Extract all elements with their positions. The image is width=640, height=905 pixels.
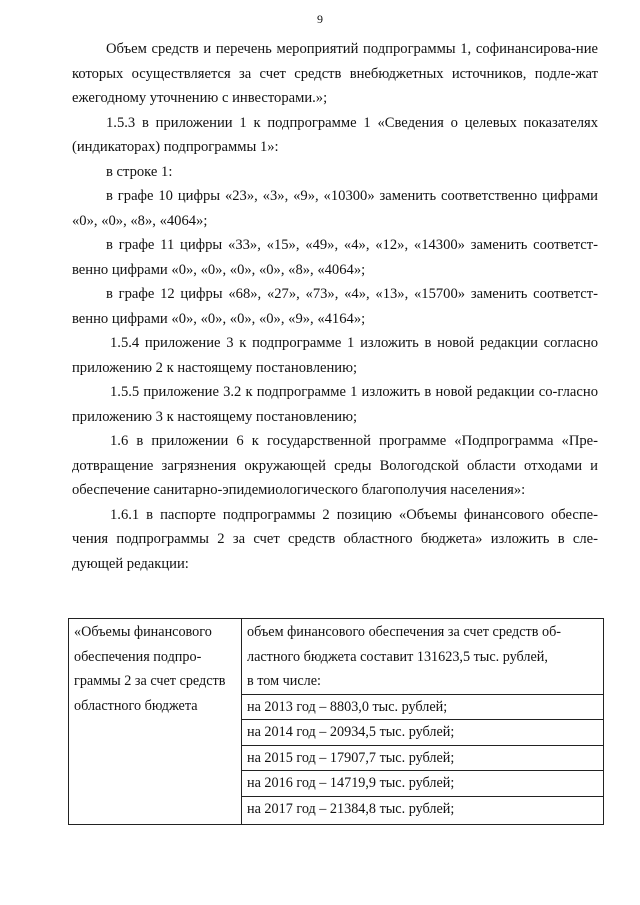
table-row (69, 619, 604, 825)
paragraph-1: Объем средств и перечень мероприятий подпрограммы 1, софинансирова-ние которых осуществляется за счет средств внебюджетных источников, подле-жат ежегодному уточнению с инвесторами.»; (72, 41, 598, 106)
table-year-2017: на 2017 год – 21384,8 тыс. рублей; (247, 800, 455, 817)
page-number: 9 (317, 12, 323, 26)
document-body (72, 37, 598, 576)
paragraph-8: 1.5.5 приложение 3.2 к подпрограмме 1 изложить в новой редакции со-гласно приложению 3 к настоящему постановлению; (72, 384, 598, 425)
table-year-2016: на 2016 год – 14719,9 тыс. рублей; (242, 771, 603, 797)
paragraph-6: в графе 12 цифры «68», «27», «73», «4», «13», «15700» заменить соответст-венно цифрами «0», «0», «0», «0», «9», «4164»; (72, 286, 598, 327)
paragraph-10: 1.6.1 в паспорте подпрограммы 2 позицию «Объемы финансового обеспе-чения подпрограммы 2 за счет средств областного бюджета» изложить в сле-дующей редакции: (72, 506, 598, 572)
table-subheading: в том числе: (242, 669, 603, 695)
paragraph-4: в графе 10 цифры «23», «3», «9», «10300» заменить соответственно цифрами «0», «0», «8», «4064»; (72, 188, 598, 229)
table-left-cell (69, 619, 242, 825)
paragraph-9: 1.6 в приложении 6 к государственной программе «Подпрограмма «Пре-дотвращение загрязнения окружающей среды Вологодской области отходами и обеспечение санитарно-эпидемиологического благополучия населения»: (72, 433, 598, 498)
table-left-label: «Объемы финансового обеспечения подпро-граммы 2 за счет средств областного бюджета (74, 624, 226, 714)
table-right-cell (242, 619, 604, 825)
table-intro: объем финансового обеспечения за счет средств об-ластного бюджета составит 131623,5 тыс. рублей, (247, 624, 562, 665)
financing-table (68, 618, 604, 825)
paragraph-2: 1.5.3 в приложении 1 к подпрограмме 1 «Сведения о целевых показателях (индикаторах) подпрограммы 1»: (72, 114, 598, 155)
table-year-2013: на 2013 год – 8803,0 тыс. рублей; (242, 695, 603, 721)
paragraph-3: в строке 1: (106, 163, 173, 180)
paragraph-7: 1.5.4 приложение 3 к подпрограмме 1 изложить в новой редакции согласно приложению 2 к настоящему постановлению; (72, 335, 598, 376)
paragraph-5: в графе 11 цифры «33», «15», «49», «4», «12», «14300» заменить соответст-венно цифрами «0», «0», «0», «0», «8», «4064»; (72, 237, 598, 278)
table-year-2015: на 2015 год – 17907,7 тыс. рублей; (242, 746, 603, 772)
table-year-2014: на 2014 год – 20934,5 тыс. рублей; (242, 720, 603, 746)
